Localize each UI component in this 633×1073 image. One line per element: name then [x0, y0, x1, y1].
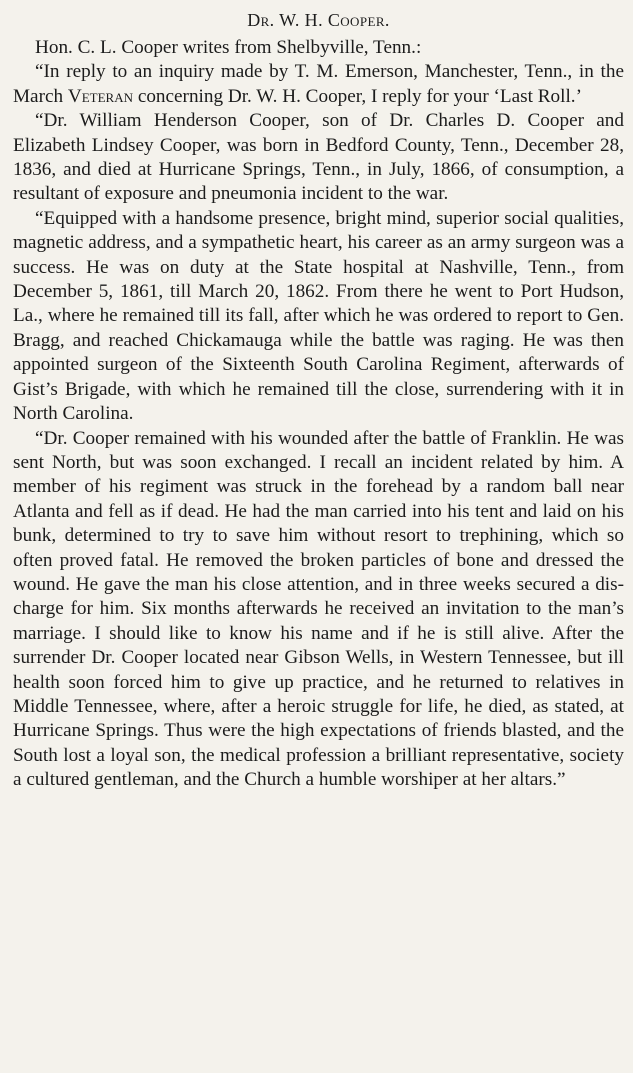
paragraph-inquiry-text-after: concerning Dr. W. H. Cooper, I reply for your ‘Last Roll.’: [133, 85, 582, 107]
paragraph-army-career: “Equipped with a handsome presence, bright mind, superior social qualities, magnetic address, and a sympathetic heart, his career as an army surgeon was a success. He was on duty at the State hospital at Nashville, Tenn., from December 5, 1861, till March 20, 1862. From there he went to Port Hudson, La., where he remained till its fall, after which he was ordered to report to Gen. Bragg, and reached Chickamauga while the battle was raging. He was then appointed surgeon of the Sixteenth South Carolina Regiment, afterwards of Gist’s Brigade, with which he remained till the close, surrendering with it in North Carolina.: [13, 207, 624, 425]
intro-paragraph: Hon. C. L. Cooper writes from Shelbyville, Tenn.:: [35, 37, 422, 58]
paragraph-franklin-incident: “Dr. Cooper remained with his wounded after the battle of Franklin. He was sent North, but was soon exchanged. I recall an incident related by him. A member of his regiment was struck in the forehead by a random ball near Atlanta and fell as if dead. He had the man carried into his tent and laid on his bunk, determined to try to save him without resort to trephining, which so often proved fatal. He removed the broken particles of bone and dressed the wound. He gave the man his close attention, and in three weeks secured a discharge for him. Six months afterwards he received an invitation to the man’s marriage. I should like to know his name and if he is still alive. After the surrender Dr. Cooper located near Gibson Wells, in Western Tennessee, but ill health soon forced him to give up practice, and he returned to relatives in Middle Tennessee, where, after a heroic struggle for life, he died, as stated, at Hurricane Springs. Thus were the high expectations of friends blasted, and the South lost a loyal son, the medical profession a brilliant representative, society a cultured gentleman, and the Church a humble worshiper at her altars.”: [13, 427, 624, 791]
paragraph-biography: “Dr. William Henderson Cooper, son of Dr. Charles D. Cooper and Elizabeth Lindsey Cooper, was born in Bedford County, Tenn., December 28, 1836, and died at Hurricane Springs, Tenn., in July, 1866, of consumption, a resultant of exposure and pneumonia incident to the war.: [13, 110, 624, 205]
paragraph-inquiry-text-before: “In reply to an inquiry made by T. M. Emerson, Manchester, Tenn., in the March: [13, 61, 624, 107]
article-title: Dr. W. H. Cooper.: [247, 10, 390, 30]
veteran-magazine-name: Veteran: [67, 85, 134, 107]
paragraph-inquiry: [13, 60, 624, 109]
